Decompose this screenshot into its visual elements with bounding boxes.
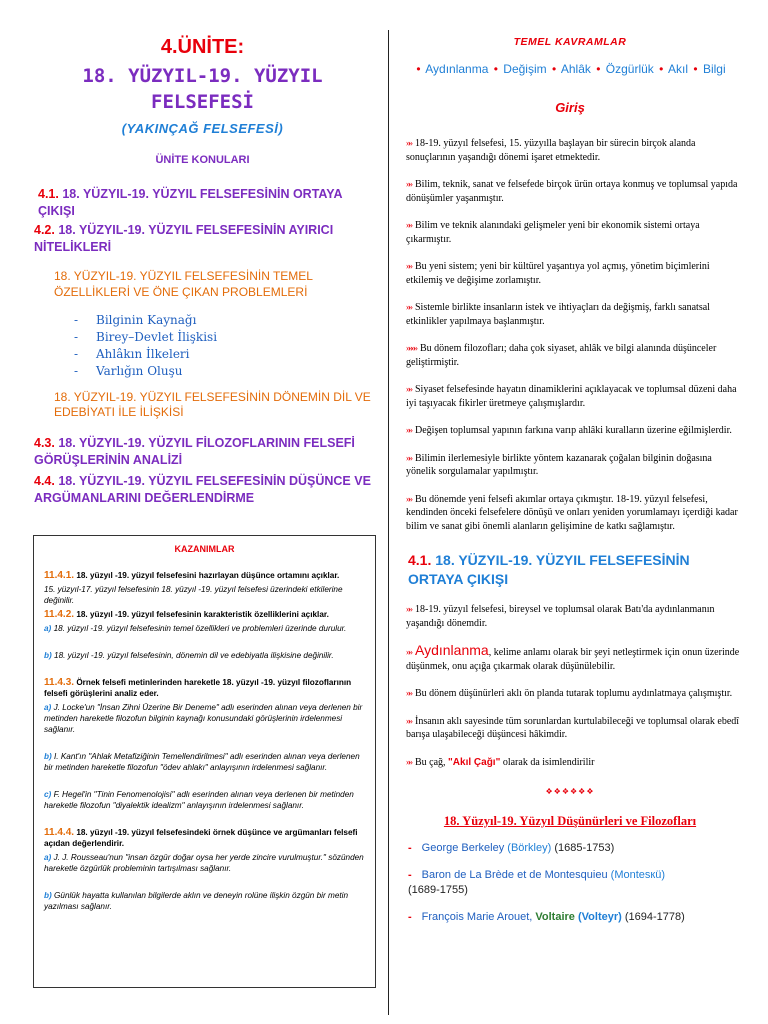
subsection-dil-edebiyat: 18. YÜZYIL-19. YÜZYIL FELSEFESİNİN DÖNEMİN DİL VE EDEBİYATI İLE İLİŞKİSİ xyxy=(54,390,371,419)
kazanim-note: c) F. Hegel'in "Tinin Fenomenolojisi" adlı eserinden alınan veya derlenen bir metinden hareketle filozofun "diyalektik idealizm" anlayışının irdelenmesi sağlanır. xyxy=(44,790,354,810)
subsection-temel-ozellikler: 18. YÜZYIL-19. YÜZYIL FELSEFESİNİN TEMEL ÖZELLİKLERİ VE ÖNE ÇIKAN PROBLEMLERİ xyxy=(54,269,313,299)
section-paragraph: »» Bu çağ, "Akıl Çağı" olarak da isimlendirilir xyxy=(406,756,595,768)
main-title-line2: FELSEFESİ xyxy=(151,91,254,113)
column-divider xyxy=(388,30,389,1015)
section-number: 4.1. xyxy=(38,187,59,201)
right-column xyxy=(400,36,740,925)
section-paragraph: »» Aydınlanma, kelime anlamı olarak bir şeyi netleştirmek için onun üzerinde düşünmek, onu açığa çıkarmak olarak düşünülebilir. xyxy=(406,642,740,672)
section-paragraph: »» Bu dönem düşünürleri aklı ön planda tutarak toplumu aydınlatmaya çalışmıştır. xyxy=(406,688,733,699)
kavram-list: • Aydınlanma • Değişim • Ahlâk • Özgürlük • Akıl • Bilgi xyxy=(416,62,726,76)
intro-paragraph: »» Bu yeni sistem; yeni bir kültürel yaşantıya yol açmış, yönetim biçimlerini etkilemiş ve değişime zorlamıştır. xyxy=(406,261,710,286)
section-text: 18. YÜZYIL-19. YÜZYIL FELSEFESİNİN DÜŞÜNCE VE ARGÜMANLARINI DEĞERLENDİRME xyxy=(34,474,371,505)
left-column xyxy=(30,36,375,507)
intro-paragraph: »» 18-19. yüzyıl felsefesi, 15. yüzyılla başlayan bir sürecin birçok alanda sonuçlarının yaşandığı dönemi işaret etmektedir. xyxy=(406,138,696,163)
philosopher-item: - George Berkeley (Börkley) (1685-1753) xyxy=(408,842,615,854)
main-title xyxy=(30,63,375,115)
list-item: - Bilginin Kaynağı xyxy=(74,313,197,327)
subtitle: (YAKINÇAĞ FELSEFESİ) xyxy=(121,121,284,136)
kazanim-note: a) J. Locke'un "İnsan Zihni Üzerine Bir Deneme" adlı eserinden alınan veya derlenen bir metinden hareketle filozofun bilginin kaynağı konusundaki görüşlerinin irdelenmesi sağlanır. xyxy=(44,703,363,734)
topic-bullet-list xyxy=(30,312,375,380)
kavram-item: Ahlâk xyxy=(560,62,591,76)
philosopher-item: - François Marie Arouet, Voltaire (Volteyr) (1694-1778) xyxy=(408,911,685,923)
unit-title: 4.ÜNİTE: xyxy=(160,36,245,58)
section-4-3 xyxy=(30,435,375,469)
kazanimlar-box xyxy=(33,535,376,988)
intro-paragraph: »» Siyaset felsefesinde hayatın dinamiklerini açıklayacak ve toplumsal düzeni daha iyi taşıyacak fikirler üretmeye çalışmışlardır. xyxy=(406,384,737,409)
dusunurler-heading: 18. Yüzyıl-19. Yüzyıl Düşünürleri ve Filozofları xyxy=(443,814,697,828)
section-4-1 xyxy=(30,186,375,220)
main-title-line1: 18. YÜZYIL-19. YÜZYIL xyxy=(82,65,323,87)
intro-paragraph: »»»» Bu dönem filozofları; daha çok siyaset, ahlâk ve bilgi alanında düşünceler geliştirmiştir. xyxy=(406,343,717,368)
kazanim-note: a) J. J. Rousseau'nun "insan özgür doğar oysa her yerde zincire vurulmuştur." sözünden hareketle özgürlük probleminin tartışılması sağlanır. xyxy=(44,853,364,873)
section-paragraph: »» İnsanın aklı sayesinde tüm sorunlardan kurtulabileceği ve toplumsal olarak ebedî barışa ulaşabileceği düşüncesi hâkimdir. xyxy=(406,715,740,740)
section-text: 18. YÜZYIL-19. YÜZYIL FELSEFESİNİN AYIRICI NİTELİKLERİ xyxy=(34,223,334,254)
list-item: - Birey–Devlet İlişkisi xyxy=(74,330,218,344)
list-item: - Varlığın Oluşu xyxy=(74,364,183,378)
kazanim-note: a) 18. yüzyıl -19. yüzyıl felsefesinin temel özellikleri ve problemleri üzerinde durulur. xyxy=(44,624,347,633)
star-divider: ❖❖❖❖❖❖ xyxy=(545,787,595,796)
section-number: 4.3. xyxy=(34,436,55,450)
kazanimlar-heading: KAZANIMLAR xyxy=(174,544,235,554)
kazanim-item: 11.4.4. 18. yüzyıl -19. yüzyıl felsefesindeki örnek düşünce ve argümanları felsefi açıdan değerlendirir. xyxy=(44,827,358,848)
section-4-2 xyxy=(30,222,375,256)
kazanim-item: 11.4.1. 18. yüzyıl -19. yüzyıl felsefesini hazırlayan düşünce ortamını açıklar. xyxy=(44,570,340,581)
kazanim-item: 11.4.2. 18. yüzyıl -19. yüzyıl felsefesinin karakteristik özelliklerini açıklar. xyxy=(44,609,329,620)
intro-paragraph: »» Bilim, teknik, sanat ve felsefede birçok ürün ortaya konmuş ve toplumsal yapıda dönüşümler yaşanmıştır. xyxy=(406,179,738,204)
kavram-item: Akıl xyxy=(668,62,689,76)
temel-kavramlar-heading: TEMEL KAVRAMLAR xyxy=(513,36,627,48)
kazanim-item: 11.4.3. Örnek felsefi metinlerinden hareketle 18. yüzyıl -19. yüzyıl filozoflarının felsefi görüşlerini analiz eder. xyxy=(44,677,352,698)
list-item: - Ahlâkın İlkeleri xyxy=(74,347,190,361)
section-text: 18. YÜZYIL-19. YÜZYIL FELSEFESİNİN ORTAYA ÇIKIŞI xyxy=(38,187,343,218)
kazanim-note: b) I. Kant'ın "Ahlak Metafiziğinin Temellendirilmesi" adlı eserinden alınan veya derlenen bir metinden hareketle filozofun "ödev ahlakı" anlayışının irdelenmesi sağlanır. xyxy=(44,752,360,772)
kavram-item: Bilgi xyxy=(702,62,726,76)
section-number: 4.4. xyxy=(34,474,55,488)
section-text: 18. YÜZYIL-19. YÜZYIL FİLOZOFLARININ FELSEFİ GÖRÜŞLERİNİN ANALİZİ xyxy=(34,436,355,467)
term-akil-cagi: "Akıl Çağı" xyxy=(448,756,501,768)
intro-paragraph: »» Değişen toplumsal yapının farkına varıp ahlâki kuralların üzerine eğilmişlerdir. xyxy=(406,425,732,436)
intro-paragraph: »» Bilimin ilerlemesiyle birlikte yöntem kazanarak çoğalan bilginin doğasına yönelik sorgulamalar yapılmıştır. xyxy=(406,452,712,477)
kavram-item: Aydınlanma xyxy=(425,62,489,76)
intro-paragraph: »» Sistemle birlikte insanların istek ve ihtiyaçları da değişmiş, farklı sanatsal etkinlikler yapılmaya başlanmıştır. xyxy=(406,302,710,327)
kazanim-note: 15. yüzyıl-17. yüzyıl felsefesinin 18. yüzyıl -19. yüzyıl felsefesi üzerindeki etkilerine değinilir. xyxy=(44,585,343,605)
kavram-item: Özgürlük xyxy=(605,62,654,76)
kavram-item: Değişim xyxy=(503,62,547,76)
section-number: 4.2. xyxy=(34,223,55,237)
giris-heading: Giriş xyxy=(555,100,585,115)
intro-paragraph: »» Bu dönemde yeni felsefi akımlar ortaya çıkmıştır. 18-19. yüzyıl felsefesi, kendinden önceki felsefelere dönüşü ve onları yeniden yorumlamayı içerdiği kadar bilim ve sanat gibi önemli alanların gelişimine de katkı sağlamıştır. xyxy=(406,493,738,532)
section-4-4 xyxy=(30,473,375,507)
section-4-1-heading: 4.1. 18. YÜZYIL-19. YÜZYIL FELSEFESİNİN ORTAYA ÇIKIŞI xyxy=(408,552,690,587)
section-paragraph: »» 18-19. yüzyıl felsefesi, bireysel ve toplumsal olarak Batı'da aydınlanmanın yaşandığı dönemdir. xyxy=(406,604,715,629)
intro-paragraph: »» Bilim ve teknik alanındaki gelişmeler yeni bir ekonomik sistemi ortaya çıkarmıştır. xyxy=(406,220,700,245)
konular-heading: ÜNİTE KONULARI xyxy=(155,154,250,166)
kazanim-note: b) Günlük hayatta kullanılan bilgilerde aklın ve deneyin rolüne ilişkin özgün bir metin yazılması sağlanır. xyxy=(44,891,349,911)
philosopher-item: - Baron de La Brède et de Montesquieu (Montesкü) (1689-1755) xyxy=(408,869,665,896)
kazanim-note: b) 18. yüzyıl -19. yüzyıl felsefesinin, dönemin dil ve edebiyatla ilişkisine değinilir. xyxy=(44,651,334,660)
term-aydinlanma: Aydınlanma xyxy=(415,642,489,658)
